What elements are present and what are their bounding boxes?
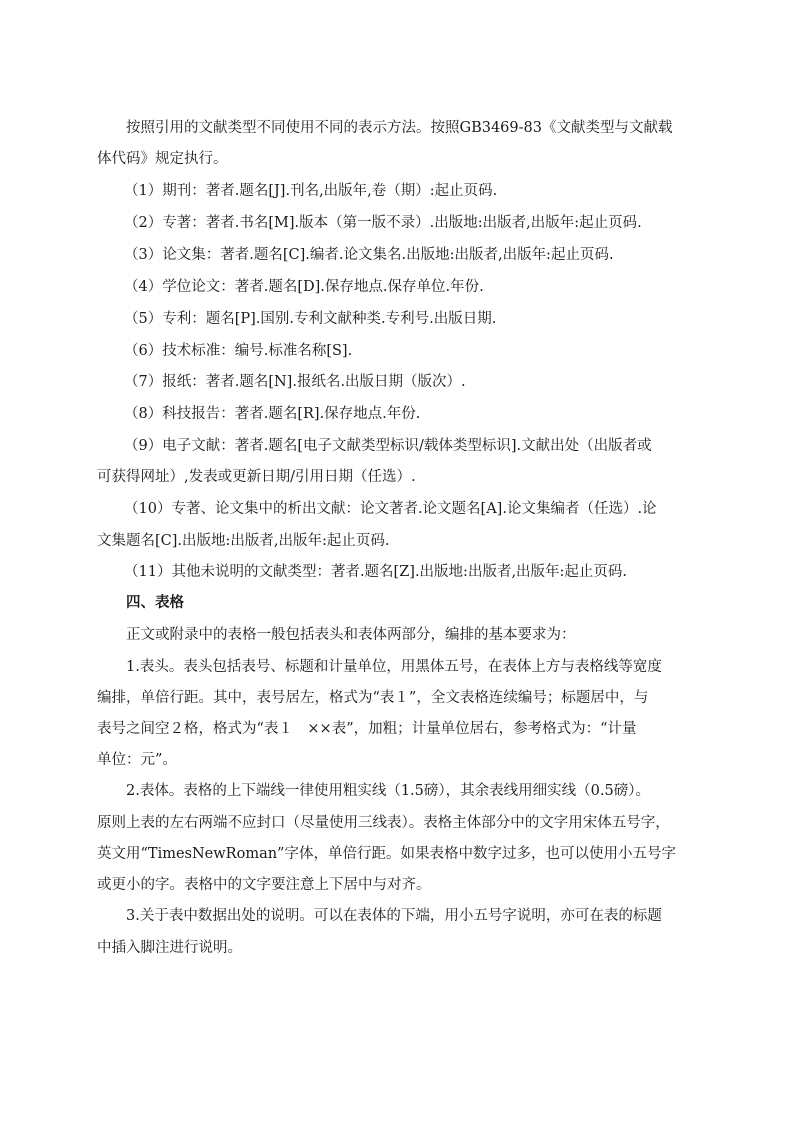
intro-line: 体代码》规定执行。: [97, 151, 228, 167]
reference-item-10: （10）专著、论文集中的析出文献：论文著者.论文题名[A].论文集编者（任选）.论: [124, 501, 657, 517]
reference-item-1: （1）期刊：著者.题名[J].刊名,出版年,卷（期）:起止页码.: [124, 183, 498, 199]
reference-item-4: （4）学位论文：著者.题名[D].保存地点.保存单位.年份.: [124, 279, 484, 295]
table-intro: 正文或附录中的表格一般包括表头和表体两部分，编排的基本要求为：: [126, 627, 576, 643]
rule-2-line: 原则上表的左右两端不应封口（尽量使用三线表）。表格主体部分中的文字用宋体五号字，: [97, 815, 670, 831]
reference-item-8: （8）科技报告：著者.题名[R].保存地点.年份.: [124, 406, 421, 422]
rule-1-line: 1.表头。表头包括表号、标题和计量单位，用黑体五号，在表体上方与表格线等宽度: [126, 659, 662, 675]
reference-item-10-cont: 文集题名[C].出版地:出版者,出版年:起止页码.: [97, 533, 390, 549]
rule-2-line: 英文用“TimesNewRoman”字体，单倍行距。如果表格中数字过多，也可以使用小五号字: [97, 846, 676, 862]
intro-line: 按照引用的文献类型不同使用不同的表示方法。按照GB3469-83《文献类型与文献载: [126, 120, 673, 136]
rule-1-line: 编排，单倍行距。其中，表号居左，格式为“表１”，全文表格连续编号；标题居中，与: [97, 690, 649, 706]
rule-1-line: 表号之间空２格，格式为“表１ ××表”，加粗；计量单位居右，参考格式为：“计量: [97, 721, 637, 737]
reference-item-7: （7）报纸：著者.题名[N].报纸名.出版日期（版次）.: [124, 374, 466, 390]
rule-3-line: 中插入脚注进行说明。: [97, 940, 242, 956]
reference-item-11: （11）其他未说明的文献类型：著者.题名[Z].出版地:出版者,出版年:起止页码.: [124, 564, 628, 580]
reference-item-9-cont: 可获得网址）,发表或更新日期/引用日期（任选）.: [97, 469, 416, 485]
rule-1-line: 单位：元”。: [97, 752, 177, 768]
reference-item-3: （3）论文集：著者.题名[C].编者.论文集名.出版地:出版者,出版年:起止页码.: [124, 247, 614, 263]
rule-2-line: 或更小的字。表格中的文字要注意上下居中与对齐。: [97, 877, 431, 893]
reference-item-2: （2）专著：著者.书名[M].版本（第一版不录）.出版地:出版者,出版年:起止页码.: [124, 215, 642, 231]
section-heading: 四、表格: [126, 595, 184, 611]
rule-3-line: 3.关于表中数据出处的说明。可以在表体的下端，用小五号字说明，亦可在表的标题: [126, 908, 662, 924]
reference-item-5: （5）专利：题名[P].国别.专利文献种类.专利号.出版日期.: [124, 311, 497, 327]
reference-item-6: （6）技术标准：编号.标准名称[S].: [124, 343, 353, 359]
rule-2-line: 2.表体。表格的上下端线一律使用粗实线（1.5磅），其余表线用细实线（0.5磅）。: [126, 783, 650, 799]
reference-item-9: （9）电子文献：著者.题名[电子文献类型标识/载体类型标识].文献出处（出版者或: [124, 438, 652, 454]
